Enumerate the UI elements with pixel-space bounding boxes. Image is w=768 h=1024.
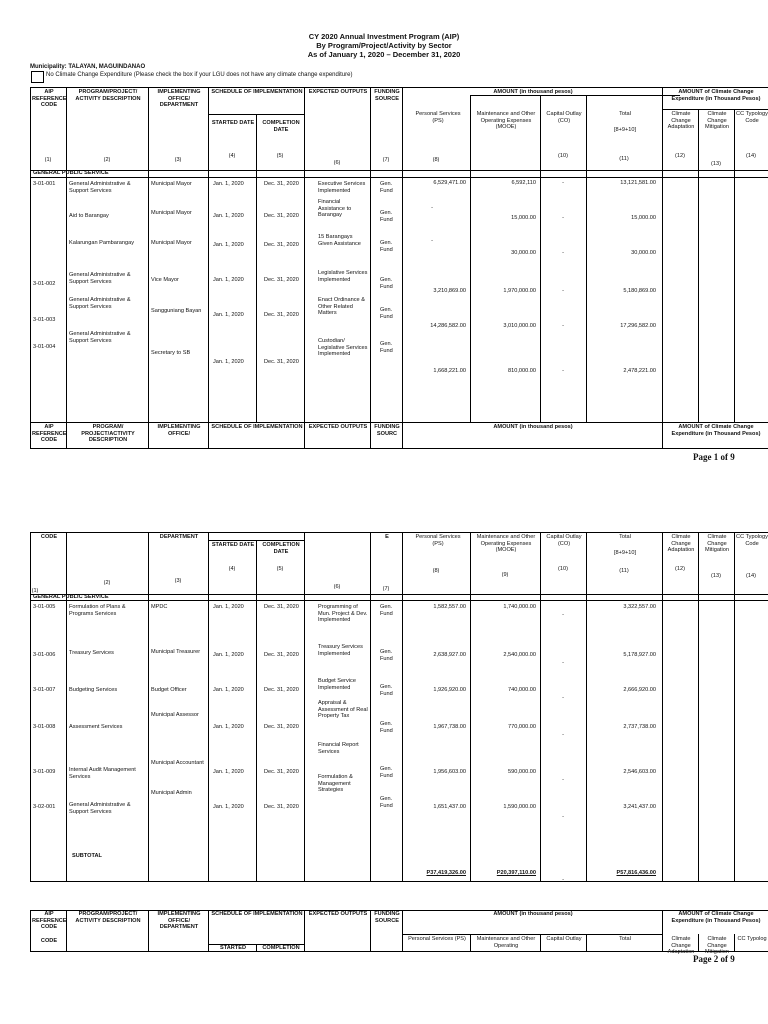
col-mooe: Maintenance and Other Operating Expenses (MOOE) — [476, 111, 536, 131]
col-adaptation: Climate Change Adaptation — [667, 534, 695, 554]
row-start: Jan. 1, 2020 — [213, 312, 244, 318]
row-fund: Gen. Fund — [380, 766, 393, 779]
col-num: (11) — [619, 156, 629, 162]
col-climate-amount: AMOUNT of Climate Change Expenditure (in Thousand Pesos) — [671, 89, 761, 102]
page-number-2: Page 2 of 9 — [693, 954, 735, 964]
row-start: Jan. 1, 2020 — [213, 604, 244, 610]
footer-col-program: PROGRAM/ PROJECT/ACTIVITY DESCRIPTION — [81, 424, 135, 444]
row-start: Jan. 1, 2020 — [213, 804, 244, 810]
row-co: - — [562, 732, 564, 738]
col-num: (1) — [31, 588, 39, 594]
row-fund: Gen. Fund — [380, 796, 393, 809]
col-ps: Personal Services (PS) — [415, 111, 461, 124]
row-ps: 1,668,221.00 — [433, 368, 466, 374]
row-end: Dec. 31, 2020 — [264, 804, 299, 810]
col-outputs: EXPECTED OUTPUTS — [308, 89, 368, 95]
row-fund: Gen. Fund — [380, 240, 393, 253]
row-mooe: 15,000.00 — [511, 215, 536, 221]
row-output: Financial Report Services — [318, 742, 359, 755]
row-desc: General Administrative & Support Services — [69, 802, 131, 815]
row-co: - — [562, 288, 564, 294]
aip-table-page-1 — [30, 87, 768, 449]
row-office: Municipal Mayor — [151, 240, 192, 246]
row-office: Municipal Mayor — [151, 181, 192, 187]
col-num: (12) — [675, 566, 685, 572]
subtotal-mooe: P20,397,110.00 — [496, 870, 536, 876]
subtotal-ps: P37,419,326.00 — [426, 870, 466, 876]
row-total: 3,241,437.00 — [623, 804, 656, 810]
col-num: (8) — [432, 568, 440, 574]
row-ps: 3,210,869.00 — [433, 288, 466, 294]
col-adaptation: Climate Change Adaptation — [667, 111, 695, 131]
row-total: 13,121,581.00 — [620, 180, 656, 186]
col-num: (3) — [174, 157, 182, 163]
row-office: Municipal Accountant — [151, 760, 204, 766]
row-desc: Internal Audit Management Services — [69, 767, 136, 780]
row-total: 2,666,920.00 — [623, 687, 656, 693]
row-output: Enact Ordinance & Other Related Matters — [318, 297, 365, 317]
aip-table-page-2 — [30, 532, 768, 882]
col-num: (2) — [103, 580, 111, 586]
row-ps: - — [431, 238, 433, 244]
col-program: PROGRAM/PROJECT/ ACTIVITY DESCRIPTION — [75, 89, 141, 102]
row-start: Jan. 1, 2020 — [213, 181, 244, 187]
row-total: 5,180,869.00 — [623, 288, 656, 294]
row-ps: 1,651,437.00 — [433, 804, 466, 810]
row-desc: General Administrative & Support Services — [69, 297, 131, 310]
row-mooe: 6,592,110 — [511, 180, 536, 186]
report-subtitle: By Program/Project/Activity by Sector — [316, 41, 452, 50]
row-desc: Kalarungan Pambarangay — [69, 240, 134, 246]
row-code: 3-02-001 — [33, 804, 56, 810]
col-num: (8) — [432, 157, 440, 163]
row-mooe: 810,000.00 — [508, 368, 536, 374]
p3-col-outputs: EXPECTED OUTPUTS — [308, 911, 368, 917]
col-total: Total — [619, 111, 631, 117]
col-aip-ref: AIP REFERENCE CODE — [32, 89, 67, 109]
row-end: Dec. 31, 2020 — [264, 242, 299, 248]
row-start: Jan. 1, 2020 — [213, 724, 244, 730]
row-ps: 1,967,738.00 — [433, 724, 466, 730]
col-total-formula: [8+9+10] — [613, 550, 637, 556]
row-code: 3-01-006 — [33, 652, 56, 658]
p3-col-funding: FUNDING SOURCE — [374, 911, 400, 924]
p3-col-climate: AMOUNT of Climate Change Expenditure (in Thousand Pesos) — [671, 911, 761, 924]
p3-col-program: PROGRAM/PROJECT/ ACTIVITY DESCRIPTION — [75, 911, 141, 924]
footer-col-outputs: EXPECTED OUTPUTS — [308, 424, 368, 430]
row-fund: Gen. Fund — [380, 604, 393, 617]
p3-col-completion: COMPLETION — [262, 945, 300, 951]
p3-col-mitigation: Climate Change Mitigation — [705, 936, 729, 956]
no-climate-checkbox[interactable] — [31, 71, 44, 83]
row-end: Dec. 31, 2020 — [264, 724, 299, 730]
row-fund: Gen. Fund — [380, 181, 393, 194]
row-output: Executive Services Implemented — [318, 181, 366, 194]
row-start: Jan. 1, 2020 — [213, 687, 244, 693]
row-end: Dec. 31, 2020 — [264, 359, 299, 365]
row-fund: Gen. Fund — [380, 210, 393, 223]
row-desc: Treasury Services — [69, 650, 114, 656]
footer-col-implementing: IMPLEMENTING OFFICE/ — [157, 424, 201, 437]
row-co: - — [562, 695, 564, 701]
row-mooe: 1,740,000.00 — [503, 604, 536, 610]
row-end: Dec. 31, 2020 — [264, 312, 299, 318]
col-total-formula: [8+9+10] — [613, 127, 637, 133]
col-start-date: STARTED DATE — [211, 120, 255, 126]
row-total: 30,000.00 — [631, 250, 656, 256]
row-mooe: 2,540,000.00 — [503, 652, 536, 658]
col-mooe: Maintenance and Other Operating Expenses (MOOE) — [476, 534, 536, 554]
row-co: - — [562, 215, 564, 221]
row-ps: - — [431, 205, 433, 211]
footer-col-climate: AMOUNT of Climate Change Expenditure (in Thousand Pesos) — [671, 424, 761, 437]
col-completion-date: COMPLETION DATE — [262, 542, 300, 555]
row-total: 2,546,603.00 — [623, 769, 656, 775]
row-co: - — [562, 180, 564, 186]
col-num: (11) — [619, 568, 629, 574]
col-typology: CC Typology Code — [736, 111, 768, 124]
row-end: Dec. 31, 2020 — [264, 769, 299, 775]
row-output: Budget Service Implemented — [318, 678, 356, 691]
p3-col-ps: Personal Services (PS) — [408, 936, 466, 942]
row-co: - — [562, 814, 564, 820]
row-office: Municipal Treasurer — [151, 649, 201, 655]
col-funding: FUNDING SOURCE — [374, 89, 400, 102]
footer-col-aip: AIP REFERENCE CODE — [32, 424, 67, 444]
footer-col-funding: FUNDING SOURC — [374, 424, 400, 437]
row-ps: 14,286,582.00 — [430, 323, 466, 329]
row-office: Municipal Assessor — [151, 712, 199, 718]
row-ps: 1,582,557.00 — [433, 604, 466, 610]
row-output: Formulation & Management Strategies — [318, 774, 353, 794]
row-start: Jan. 1, 2020 — [213, 213, 244, 219]
col-num: (13) — [711, 573, 721, 579]
col-num: (6) — [333, 584, 341, 590]
row-fund: Gen. Fund — [380, 307, 393, 320]
row-end: Dec. 31, 2020 — [264, 604, 299, 610]
p3-col-implementing: IMPLEMENTING OFFICE/ DEPARTMENT — [157, 911, 201, 931]
col-num: (10) — [558, 566, 568, 572]
row-desc: General Administrative & Support Services — [69, 331, 131, 344]
row-start: Jan. 1, 2020 — [213, 242, 244, 248]
row-ps: 6,529,471.00 — [433, 180, 466, 186]
row-desc: Formulation of Plans & Programs Services — [69, 604, 126, 617]
aip-table-page-3-header — [30, 910, 768, 956]
subtotal-total: P57,816,436.00 — [616, 870, 656, 876]
report-title: CY 2020 Annual Investment Program (AIP) — [308, 32, 460, 41]
col-num: (4) — [228, 153, 236, 159]
col-typology: CC Typology Code — [736, 534, 768, 547]
col-ps: Personal Services (PS) — [415, 534, 461, 547]
row-ps: 2,638,927.00 — [433, 652, 466, 658]
subtotal-co: : — [562, 878, 564, 884]
row-office: Municipal Admin — [151, 790, 192, 796]
p3-col-co: Capital Outlay — [546, 936, 582, 942]
row-mooe: 1,590,000.00 — [503, 804, 536, 810]
row-desc: Budgeting Services — [69, 687, 118, 693]
row-output: Legislative Services Implemented — [318, 270, 368, 283]
col-start-date: STARTED DATE — [211, 542, 255, 548]
p3-col-amount: AMOUNT (in thousand pesos) — [493, 911, 573, 917]
row-fund: Gen. Fund — [380, 721, 393, 734]
row-total: 2,478,221.00 — [623, 368, 656, 374]
row-total: 17,296,582.00 — [620, 323, 656, 329]
row-office: MPDC — [151, 604, 168, 610]
report-period: As of January 1, 2020 – December 31, 2020 — [307, 50, 461, 59]
col-num: (10) — [558, 153, 568, 159]
row-output: Programming of Mun. Project & Dev. Implemented — [318, 604, 368, 624]
p3-col-mooe: Maintenance and Other Operating — [476, 936, 536, 949]
row-co: - — [562, 777, 564, 783]
col-code: CODE — [40, 534, 58, 540]
p3-col-aip: AIP REFERENCE CODE — [32, 911, 67, 931]
row-ps: 1,956,603.00 — [433, 769, 466, 775]
col-total: Total — [619, 534, 631, 540]
row-co: - — [562, 612, 564, 618]
row-start: Jan. 1, 2020 — [213, 652, 244, 658]
col-num: (4) — [228, 566, 236, 572]
col-schedule: SCHEDULE OF IMPLEMENTATION — [211, 89, 303, 95]
row-office: Secretary to SB — [151, 350, 191, 356]
row-code: 3-01-008 — [33, 724, 56, 730]
row-ps: 1,926,920.00 — [433, 687, 466, 693]
col-co: Capital Outlay (CO) — [546, 111, 582, 124]
row-office: Municipal Mayor — [151, 210, 192, 216]
col-implementing: IMPLEMENTING OFFICE/ DEPARTMENT — [157, 89, 201, 109]
row-start: Jan. 1, 2020 — [213, 277, 244, 283]
row-end: Dec. 31, 2020 — [264, 277, 299, 283]
row-mooe: 1,970,000.00 — [503, 288, 536, 294]
col-num: (7) — [382, 157, 390, 163]
col-amount: AMOUNT (in thousand pesos) — [493, 89, 573, 95]
row-code: 3-01-001 — [33, 181, 56, 187]
col-num: (5) — [276, 566, 284, 572]
row-desc: General Administrative & Support Services — [69, 181, 131, 194]
row-code: 3-01-005 — [33, 604, 56, 610]
col-e: E — [385, 534, 389, 540]
row-total: 15,000.00 — [631, 215, 656, 221]
row-fund: Gen. Fund — [380, 649, 393, 662]
row-mooe: 3,010,000.00 — [503, 323, 536, 329]
row-end: Dec. 31, 2020 — [264, 652, 299, 658]
row-start: Jan. 1, 2020 — [213, 769, 244, 775]
col-mitigation: Climate Change Mitigation — [705, 111, 729, 131]
col-num: (3) — [174, 578, 182, 584]
row-desc: General Administrative & Support Services — [69, 272, 131, 285]
municipality-label: Municipality: TALAYAN, MAGUINDANAO — [30, 64, 146, 70]
row-co: - — [562, 250, 564, 256]
row-total: 3,322,557.00 — [623, 604, 656, 610]
subtotal-label: SUBTOTAL — [72, 853, 102, 859]
col-num: (1) — [44, 157, 52, 163]
row-fund: Gen. Fund — [380, 341, 393, 354]
row-co: - — [562, 660, 564, 666]
col-num: (14) — [746, 153, 756, 159]
row-mooe: 740,000.00 — [508, 687, 536, 693]
row-end: Dec. 31, 2020 — [264, 213, 299, 219]
row-code: 3-01-003 — [33, 317, 56, 323]
row-fund: Gen. Fund — [380, 277, 393, 290]
row-total: 5,178,927.00 — [623, 652, 656, 658]
row-co: - — [562, 323, 564, 329]
p3-col-code: CODE — [40, 938, 58, 944]
row-output: Financial Assistance to Barangay — [318, 199, 352, 219]
row-code: 3-01-007 — [33, 687, 56, 693]
footer-col-amount: AMOUNT (in thousand pesos) — [493, 424, 573, 430]
col-completion-date: COMPLETION DATE — [262, 120, 300, 133]
col-co: Capital Outlay (CO) — [546, 534, 582, 547]
row-code: 3-01-004 — [33, 344, 56, 350]
p3-col-typology: CC Typolog — [737, 936, 767, 942]
row-code: 3-01-009 — [33, 769, 56, 775]
row-output: Appraisal & Assessment of Real Property Tax — [318, 700, 368, 720]
row-start: Jan. 1, 2020 — [213, 359, 244, 365]
col-num: (13) — [711, 161, 721, 167]
row-total: 2,737,738.00 — [623, 724, 656, 730]
row-end: Dec. 31, 2020 — [264, 687, 299, 693]
row-output: Custodian/ Legislative Services Implemented — [318, 338, 368, 358]
row-fund: Gen. Fund — [380, 684, 393, 697]
col-mitigation: Climate Change Mitigation — [705, 534, 729, 554]
section-label: GENERAL PUBLIC SERVICE — [33, 594, 109, 600]
row-output: 15 Barangays Given Assistance — [318, 234, 361, 247]
row-desc: Assessment Services — [69, 724, 123, 730]
row-code: 3-01-002 — [33, 281, 56, 287]
no-climate-note: No Climate Change Expenditure (Please check the box if your LGU does not have any climate change expenditure) — [46, 72, 353, 78]
row-mooe: 770,000.00 — [508, 724, 536, 730]
p3-col-schedule: SCHEDULE OF IMPLEMENTATION — [211, 911, 303, 917]
footer-col-schedule: SCHEDULE OF IMPLEMENTATION — [211, 424, 303, 430]
row-co: - — [562, 368, 564, 374]
col-num: (2) — [103, 157, 111, 163]
col-num: (7) — [382, 586, 390, 592]
row-office: Sangguniang Bayan — [151, 308, 202, 314]
section-label: GENERAL PUBLIC SERVICE — [33, 170, 109, 176]
col-num: (12) — [675, 153, 685, 159]
col-department: DEPARTMENT — [159, 534, 199, 540]
row-end: Dec. 31, 2020 — [264, 181, 299, 187]
row-mooe: 590,000.00 — [508, 769, 536, 775]
page-number-1: Page 1 of 9 — [693, 452, 735, 462]
row-office: Budget Officer — [151, 687, 187, 693]
p3-col-adaptation: Climate Change Adaptation — [667, 936, 695, 956]
col-num: (14) — [746, 573, 756, 579]
p3-col-total: Total — [619, 936, 631, 942]
col-num: (9) — [501, 572, 509, 578]
p3-col-started: STARTED — [220, 945, 246, 951]
row-mooe: 30,000.00 — [511, 250, 536, 256]
row-output: Treasury Services Implemented — [318, 644, 363, 657]
row-desc: Aid to Barangay — [69, 213, 109, 219]
row-office: Vice Mayor — [151, 277, 179, 283]
col-num: (6) — [333, 160, 341, 166]
col-num: (5) — [276, 153, 284, 159]
